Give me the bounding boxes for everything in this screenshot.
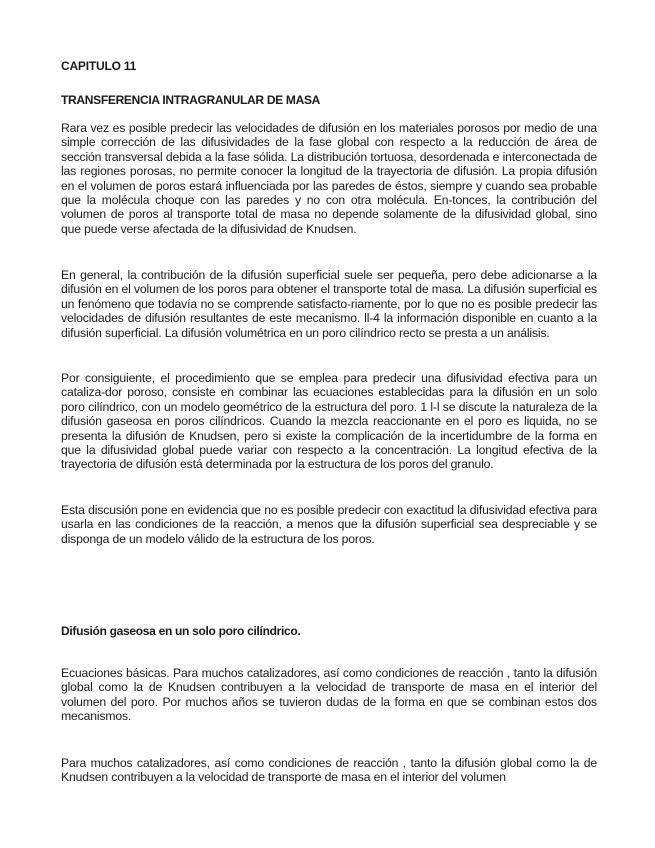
body-paragraph: Para muchos catalizadores, así como condiciones de reacción , tanto la difusión global como la de Knudsen contribuyen a la velocidad de transporte de masa en el interior del volumen — [61, 756, 597, 785]
document-page — [61, 0, 597, 848]
body-paragraph: Por consiguiente, el procedimiento que se emplea para predecir una difusividad efectiva para un cataliza-dor poroso, consiste en combinar las ecuaciones establecidas para la difusión en un solo poro cilíndrico, con un modelo geométrico de la estructura del poro. 1 l-l se discute la naturaleza de la difusión gaseosa en poros cilíndricos. Cuando la mezcla reaccionante en el poro es liquida, no se presenta la difusión de Knudsen, pero si existe la complicación de la incertidumbre de la forma en que la difusividad global puede variar con respecto a la concentración. La longitud efectiva de la trayectoria de difusión está determinada por la estructura de los poros del granulo. — [61, 371, 597, 472]
body-paragraph: Ecuaciones básicas. Para muchos catalizadores, así como condiciones de reacción , tanto la difusión global como la de Knudsen contribuyen a la velocidad de transporte de masa en el interior del volumen del poro. Por muchos años se tuvieron dudas de la forma en que se combinan estos dos mecanismos. — [61, 666, 597, 724]
body-paragraph: Esta discusión pone en evidencia que no es posible predecir con exactitud la difusividad efectiva para usarla en las condiciones de la reacción, a menos que la difusión superficial sea despreciable y se disponga de un modelo válido de la estructura de los poros. — [61, 503, 597, 546]
section-heading: Difusión gaseosa en un solo poro cilíndrico. — [61, 624, 301, 638]
body-paragraph: Rara vez es posible predecir las velocidades de difusión en los materiales porosos por medio de una simple corrección de las difusividades de la fase global con respecto a la reducción de área de sección transversal debida a la fase sólida. La distribución tortuosa, desordenada e interconectada de las regiones porosas, no permite conocer la longitud de la trayectoria de difusión. La propia difusión en el volumen de poros estará influenciada por las paredes de éstos, siempre y cuando sea probable que la molécula choque con las paredes y no con otra molécula. En-tonces, la contribución del volumen de poros al transporte total de masa no depende solamente de la difusividad global, sino que puede verse afectada de la difusividad de Knudsen. — [61, 121, 597, 236]
chapter-heading: CAPITULO 11 — [61, 59, 137, 73]
chapter-title: TRANSFERENCIA INTRAGRANULAR DE MASA — [61, 93, 321, 107]
body-paragraph: En general, la contribución de la difusión superficial suele ser pequeña, pero debe adicionarse a la difusión en el volumen de los poros para obtener el transporte total de masa. La difusión superficial es un fenómeno que todavía no se comprende satisfacto-riamente, por lo que no es posible predecir las velocidades de difusión resultantes de este mecanismo. ll-4 la información disponible en cuanto a la difusión superficial. La difusión volumétrica en un poro cilíndrico recto se presta a un análisis. — [61, 268, 597, 340]
